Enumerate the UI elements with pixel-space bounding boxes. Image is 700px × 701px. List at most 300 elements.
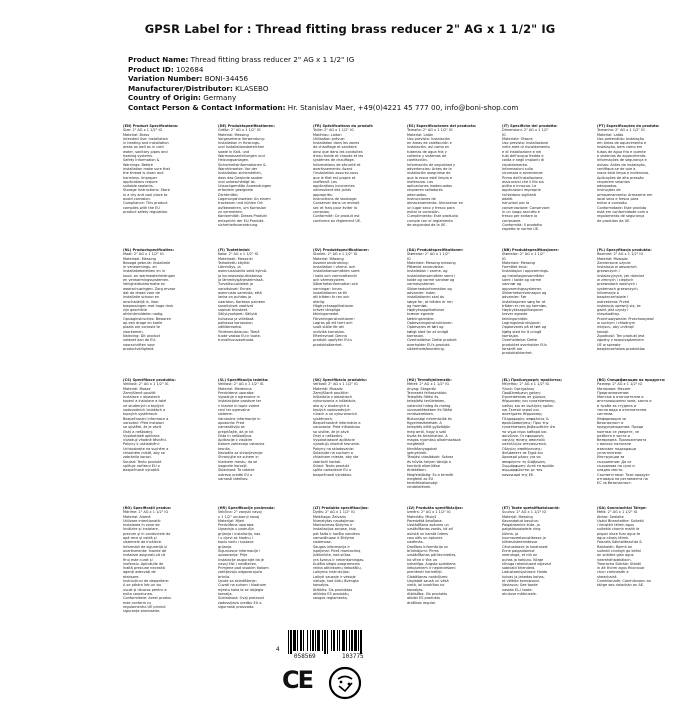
spec-section-line: δροσερό μέρος για να bbox=[502, 455, 541, 460]
spec-section-line: Efterlevnad: Denna bbox=[313, 333, 347, 338]
spec-section-line: advarsler: Før bbox=[502, 295, 527, 300]
spec-section-line: čista in neškodljiva. bbox=[218, 433, 253, 438]
spec-section-line: Materiale: Messing messing bbox=[407, 260, 456, 265]
spec-section-line: Atbilstība: Šis produkts bbox=[407, 591, 448, 596]
spec-section-line: UE w sprawie bbox=[597, 342, 621, 347]
spec-section-line: Монтаж в отоплителни и bbox=[597, 395, 644, 400]
spec-section-line: съхранява на сухо и bbox=[597, 463, 635, 468]
spec-section-line: varnosti izdelkov. bbox=[218, 476, 249, 481]
spec-section-line: og harmløs. bbox=[407, 303, 428, 308]
spec-section-line: Installation dans les zones bbox=[313, 141, 360, 146]
spec-section-line: Dimensioni: 2" AG x 1 1/2" bbox=[502, 128, 549, 133]
spec-section-line: Utilizare intenționată: bbox=[123, 518, 161, 523]
spec-section-line: Veiligheidsinformatie en bbox=[123, 282, 166, 287]
spec-section-line: το νήμα είναι καθαρό και bbox=[502, 429, 547, 434]
spec-section-line: uscat și răcoros pentru a bbox=[123, 587, 167, 592]
spec-section-line: Ohutusteave ja hoiatused: bbox=[502, 544, 549, 549]
spec-section-line: Tervezett felhasználás: bbox=[407, 390, 448, 395]
spec-section-line: sistemele de încălzire. bbox=[123, 540, 163, 545]
barcode-bar bbox=[300, 630, 302, 651]
spec-section-line: pulito e innocuo. Le bbox=[502, 184, 537, 189]
spec-section-line: inofensiv. Aplicațiile de bbox=[123, 561, 164, 566]
spec-section-line: avoid corrosion. bbox=[123, 197, 151, 202]
spec-section-line: Vysokotlakové aplikácie bbox=[313, 438, 355, 443]
spec-section-line: Högtrycksapplikationer bbox=[313, 303, 354, 308]
spec-section-line: korrosion. bbox=[407, 333, 425, 338]
spec-section-line: системи. bbox=[597, 412, 614, 417]
spec-section-line: applicazioni improprie bbox=[502, 188, 541, 193]
spec-section bbox=[597, 378, 687, 485]
spec-section-line: Aukšto slėgio programoms bbox=[313, 561, 360, 566]
spec-section-line: Biztonsági információk és bbox=[407, 416, 452, 421]
spec-section bbox=[313, 248, 403, 347]
spec-section-line: sowie in Kalt- und bbox=[218, 149, 250, 154]
spec-section-line: rosca está limpa e inofensiva. bbox=[597, 171, 650, 176]
spec-section-line: Installation i varme- og bbox=[407, 269, 448, 274]
spec-section-line: Größe: 2" AG x 1 1/2" IG bbox=[218, 128, 261, 133]
info-value: Hr. Stanislav Maer, +49(0)4221 45 777 00, info@boni-shop.com bbox=[287, 102, 519, 112]
spec-section-heading: (NL) Productspecificaties: bbox=[123, 248, 175, 252]
spec-section-line: с високо налягане bbox=[597, 442, 632, 447]
barcode-bar bbox=[349, 630, 350, 651]
spec-section-line: em áreas de aquecimento e bbox=[597, 141, 647, 146]
spec-section-line: Laikyti sausoje ir vėsioje bbox=[313, 574, 356, 579]
info-value: Germany bbox=[203, 93, 237, 103]
spec-section-line: adatti. bbox=[502, 197, 514, 202]
spec-section-line: vyžadujú vhodné tesnenie. bbox=[313, 442, 361, 447]
spec-section-line: Инструкции за bbox=[597, 455, 625, 460]
spec-section-line: Μέγεθος: 2" AG x 1 1/2" IG bbox=[502, 382, 550, 387]
spec-section-line: Uchovávejte na suchém a bbox=[123, 446, 169, 451]
barcode-bar bbox=[354, 630, 357, 651]
spec-section-line: está em conformidade com o bbox=[597, 209, 649, 214]
spec-section-line: υψηλής πίεσης απαιτούν bbox=[502, 438, 545, 443]
spec-section-line: caliente y sistemas de bbox=[407, 154, 447, 159]
spec-section-line: Yhdenmukaisuus: Tämä bbox=[218, 329, 260, 334]
spec-section-line: cumple con el reglamento bbox=[407, 218, 453, 223]
spec-section-line: voorschriften voor bbox=[123, 342, 155, 347]
spec-section bbox=[218, 506, 308, 609]
spec-section-line: külma- ja bbox=[502, 531, 519, 536]
spec-section-line: Säkerhetsinformation och bbox=[313, 282, 358, 287]
spec-section-line: korrosjon. bbox=[502, 333, 520, 338]
spec-section-line: este conform cu bbox=[123, 600, 152, 605]
spec-section-line: calefacción. bbox=[407, 158, 428, 163]
spec-section-heading: (FR) Spécifications du produit: bbox=[313, 124, 374, 128]
spec-section-line: Tárolási utasítások: Száraz bbox=[407, 455, 454, 460]
spec-section-line: välttämiseksi. bbox=[218, 325, 243, 330]
spec-section-heading: (NB) Produktspesifikasjoner: bbox=[502, 248, 559, 252]
spec-section-line: applications incorrectes bbox=[313, 184, 355, 189]
spec-section-line: Safety Information & bbox=[123, 158, 160, 163]
spec-section-line: installation make sure that bbox=[123, 166, 170, 171]
spec-section-line: Uzglabāt sausā un vēsā bbox=[407, 579, 449, 584]
spec-section-line: korozijas. bbox=[407, 587, 424, 592]
spec-section-line: Opbevaringsinstruktioner: bbox=[407, 321, 453, 326]
spec-section-line: Vgradnja v ogrevalne in bbox=[218, 395, 260, 400]
spec-section-line: zabránilo korozi. bbox=[123, 455, 152, 460]
spec-section-line: Rozmiar: 2" AG x 1 1/2" IG bbox=[597, 252, 644, 257]
spec-section-line: advertencias: Antes de la bbox=[407, 166, 452, 171]
spec-section-line: termékbiztonsági bbox=[407, 481, 438, 486]
spec-section-line: evitar la corrosión. bbox=[407, 209, 440, 214]
spec-section-line: sa uistite, že je závit bbox=[313, 429, 349, 434]
spec-section-line: adecuados. bbox=[407, 192, 428, 197]
spec-section-line: neamhdhíobhálach. bbox=[597, 557, 632, 562]
spec-section-line: Информация за bbox=[597, 416, 626, 421]
spec-section-line: asennusta varmista, että bbox=[218, 290, 262, 295]
spec-section-line: vietā, lai izvairītos no bbox=[407, 583, 445, 588]
spec-section-line: asennusalueilla sekä kylmä- bbox=[218, 269, 268, 274]
spec-section-line: Materiale: Ottone bbox=[502, 136, 533, 141]
spec-section-line: Inštalácia v oblastiach bbox=[313, 395, 352, 400]
spec-section bbox=[407, 506, 497, 605]
spec-section-line: Materjal: Messing bbox=[502, 514, 533, 519]
spec-section-line: Conformité: Ce produit est bbox=[313, 214, 360, 219]
spec-section-line: Material: Mässing bbox=[313, 256, 344, 261]
spec-section-line: yra švarus ir nekenksmingas. bbox=[313, 557, 365, 562]
spec-section-line: ve studených a teplých bbox=[123, 403, 164, 408]
spec-section-line: Čuvati na suhom i hladnom bbox=[218, 583, 267, 588]
spec-section-line: Méret: 2" AG x 1 1/2" IG bbox=[407, 382, 450, 387]
spec-section-line: ako aj v studených a bbox=[313, 403, 350, 408]
spec-section-line: sovellukset vaativat bbox=[218, 303, 254, 308]
spec-section-line: Material: Latón bbox=[407, 132, 434, 137]
spec-section-line: korozijos. bbox=[313, 583, 330, 588]
spec-section-line: tetningsmidler. bbox=[502, 316, 529, 321]
spec-section-line: the thread is clean and bbox=[123, 171, 164, 176]
spec-section-line: corrosion. bbox=[313, 209, 331, 214]
spec-section-line: Saugos informacija ir bbox=[313, 544, 350, 549]
spec-section-line: topení a instalace a také bbox=[123, 399, 167, 404]
spec-section-line: ja lämmitysjärjestelmissä. bbox=[218, 278, 264, 283]
spec-section-line: v hladne in tople vodne bbox=[218, 403, 260, 408]
spec-section-line: tesnila. bbox=[218, 446, 231, 451]
spec-section-line: atbilst ES produktu bbox=[407, 596, 441, 601]
spec-section-line: bezpečnosti výrobkov. bbox=[313, 472, 352, 477]
spec-section-line: x 1 1/2" unutarnji navoj bbox=[218, 514, 260, 519]
spec-section-line: vykurovania a inštalácie, bbox=[313, 399, 357, 404]
spec-section-line: upozorenja: Prije bbox=[218, 553, 248, 558]
spec-section-line: Istruzioni per la bbox=[502, 201, 530, 206]
barcode-bar bbox=[358, 630, 359, 651]
spec-section bbox=[502, 506, 592, 596]
barcode-bar bbox=[322, 630, 323, 651]
spec-section-line: in a dry and cool place to bbox=[123, 192, 168, 197]
spec-section-line: ja kuumavesiputkistoissa bbox=[218, 273, 263, 278]
spec-section-line: grijanja. bbox=[218, 544, 233, 549]
spec-section-line: Material: Brass bbox=[123, 132, 150, 137]
spec-section-line: Conformidade: Este produto bbox=[597, 205, 647, 210]
spec-section-line: prepričajte, da je nit bbox=[218, 429, 254, 434]
spec-section-line: предупреждения: Преди bbox=[597, 425, 644, 430]
spec-section-line: entspricht der EU-Produkt- bbox=[218, 218, 265, 223]
spec-section-line: instalacyjnych, jak również bbox=[597, 273, 645, 278]
spec-section-line: čistý a neškodný. bbox=[313, 433, 343, 438]
barcode-bar bbox=[333, 630, 335, 651]
spec-section-line: Sikkerhetsinformasjon og bbox=[502, 290, 547, 295]
spec-section-line: Material: Latão bbox=[597, 132, 624, 137]
spec-section-line: Installasjon i oppvarmings- bbox=[502, 269, 550, 274]
spec-section-line: Instalace v oblastech bbox=[123, 395, 161, 400]
spec-section-line: miejscu, aby uniknąć bbox=[597, 325, 634, 330]
spec-section-line: lanka on puhdas ja bbox=[218, 295, 252, 300]
barcode-bar bbox=[351, 630, 353, 651]
spec-section-line: Højtryksapplikationer bbox=[407, 308, 445, 313]
page-title: GPSR Label for : Thread fitting brass reducer 2" AG x 1 1/2" IG bbox=[144, 22, 556, 36]
spec-section-line: teplých vodovodných bbox=[313, 408, 351, 413]
spec-section-line: čistý a neškodný. bbox=[123, 429, 153, 434]
info-row-country bbox=[128, 93, 688, 103]
spec-section-line: Material: Medenina bbox=[218, 386, 252, 391]
spec-section-line: Sukladnost: Ovaj proizvod bbox=[218, 596, 264, 601]
spec-section-line: rõhuga rakendused vajavad bbox=[502, 561, 551, 566]
spec-section-heading: (DA) Produktspecifikationer: bbox=[407, 248, 464, 252]
spec-section bbox=[218, 378, 308, 481]
spec-section bbox=[123, 248, 213, 351]
spec-section-line: Installation i värme- och bbox=[313, 265, 356, 270]
info-row-variation-number bbox=[128, 74, 688, 84]
spec-section-line: изискват подходящи bbox=[597, 446, 636, 451]
spec-section-line: ακίνδυνο. Οι εφαρμογές bbox=[502, 433, 545, 438]
spec-section-line: installatiebereiken en in bbox=[123, 269, 166, 274]
spec-section-line: sigurnosti proizvoda. bbox=[218, 604, 255, 609]
spec-section-line: Oppbevares på et tørt og bbox=[502, 325, 547, 330]
spec-section-line: Drošības informācija un bbox=[407, 544, 449, 549]
spec-section-line: zadovoljava uredbu EU o bbox=[218, 600, 262, 605]
spec-section-line: fresco per evitare la bbox=[502, 214, 538, 219]
spec-section-line: Uso previsto: Instalación bbox=[407, 136, 451, 141]
spec-section-line: Izmērs: 2" AG x 1 1/2" IG bbox=[407, 510, 451, 515]
spec-section-line: Materiāls: Misiņš bbox=[407, 514, 437, 519]
spec-section-line: uzstādīšanas zonās, kā arī bbox=[407, 527, 454, 532]
spec-section-line: aufbewahren, um Korrosion bbox=[218, 205, 267, 210]
barcode-bar bbox=[312, 630, 314, 651]
spec-section-line: korrózió elkerülése bbox=[407, 463, 440, 468]
spec-section-line: vannrør og bbox=[502, 282, 522, 287]
spec-section-line: ostrzeżenia: Przed bbox=[597, 299, 630, 304]
spec-section-line: Instruções de bbox=[597, 188, 621, 193]
info-label: Manufacturer/Distributor: bbox=[128, 83, 233, 93]
spec-section-line: an snáithe glan agus bbox=[597, 553, 634, 558]
spec-section-line: megfelel az EU bbox=[407, 476, 434, 481]
spec-section-line: erfordern geeignete bbox=[218, 188, 254, 193]
spec-section-line: applications require bbox=[123, 179, 158, 184]
spec-section-line: vyžadují vhodné těsnění. bbox=[123, 438, 167, 443]
spec-section bbox=[218, 248, 308, 343]
spec-section-line: tlakom zahtevajo ustrezna bbox=[218, 442, 265, 447]
barcode-bar bbox=[337, 630, 338, 651]
spec-section-line: Shranjujte na suhem in bbox=[218, 455, 259, 460]
spec-section-line: Ugradnja u područja bbox=[218, 527, 254, 532]
spec-section-line: Beoogd gebruik: Installatie bbox=[123, 260, 171, 265]
info-label: Variation Number: bbox=[128, 74, 203, 84]
spec-section-heading: (CS) Specifikace produktu: bbox=[123, 378, 176, 382]
spec-section-line: Ábhar: Sealaite bbox=[597, 514, 624, 519]
spec-section-line: samt i kalde og varme bbox=[502, 278, 542, 283]
spec-section-line: Velikost: 2" AG x 1 1/2" IG bbox=[218, 382, 264, 387]
spec-section-line: in heating and installation bbox=[123, 141, 169, 146]
spec-section-line: korozji. bbox=[597, 329, 610, 334]
spec-section-line: és hűvös helyen tárolja a bbox=[407, 459, 451, 464]
spec-section-line: Prima dell'installazione, bbox=[502, 175, 544, 180]
barcode-group-2: 103775 bbox=[342, 653, 364, 660]
spec-section-line: Información de seguridad y bbox=[407, 162, 456, 167]
spec-section-line: Rabhaidh: Roimh an bbox=[597, 544, 633, 549]
spec-section-line: A se păstra într-un loc bbox=[123, 583, 162, 588]
spec-section-line: Material: Messing bbox=[218, 132, 249, 137]
spec-section-line: instalación asegúrese de bbox=[407, 171, 451, 176]
spec-section-line: Utilisation prévue: bbox=[313, 136, 345, 141]
spec-section-line: afdichtmiddelen nodig. bbox=[123, 312, 164, 317]
spec-section-line: lietojumiem ir nepieciešami bbox=[407, 566, 456, 571]
spec-section-line: complies with the EU bbox=[123, 205, 160, 210]
spec-section-line: corrosione. bbox=[502, 218, 522, 223]
spec-section-line: saugos reglamentą. bbox=[313, 596, 348, 601]
spec-section-line: kuumaveetorustikesse ja bbox=[502, 536, 546, 541]
info-value: Thread fitting brass reducer 2" AG x 1 1/2" IG bbox=[190, 55, 355, 64]
spec-section-line: Informations de sécurité et bbox=[313, 162, 361, 167]
spec-section-line: kuivassa ja viileässä bbox=[218, 316, 254, 321]
spec-section-heading: (DE) Produktspezifikationen: bbox=[218, 124, 275, 128]
spec-section-line: veenduge, et niit on bbox=[502, 553, 538, 558]
spec-section-line: Uso previsto: Installazione bbox=[502, 141, 549, 146]
spec-section-line: Mărime: 2" AG x 1 1/2" IG bbox=[123, 510, 169, 515]
spec-section-line: Instalarea în zone de bbox=[123, 523, 160, 528]
spec-section-line: Primjene pod visokim tlakom bbox=[218, 566, 269, 571]
spec-section-line: i u cijevi za hladnu i bbox=[218, 536, 253, 541]
spec-section-line: înaltă presiune necesită bbox=[123, 566, 165, 571]
spec-section-line: instalação, bem como em bbox=[597, 145, 643, 150]
spec-section-line: įspėjimai: Prieš montavimą bbox=[313, 548, 361, 553]
spec-section-line: Skladnost: Ta izdelek bbox=[218, 468, 255, 473]
spec-section-line: Materijal: Mjed bbox=[218, 518, 244, 523]
spec-section-line: Materiał: Mosiądz bbox=[597, 256, 628, 261]
spec-section-line: agus córais téimh. bbox=[597, 536, 630, 541]
barcode-bar bbox=[317, 630, 320, 651]
spec-section-line: vaaraton. Korkean paineen bbox=[218, 299, 266, 304]
barcode-bar bbox=[339, 630, 340, 651]
spec-section-line: in verwarmings- en bbox=[123, 265, 157, 270]
spec-section-line: installasjonen sørg for at bbox=[502, 299, 546, 304]
no-disposal-icon bbox=[327, 665, 363, 701]
spec-section-line: de produtos da UE. bbox=[597, 218, 631, 223]
spec-section-line: conservazione: Conservare bbox=[502, 205, 550, 210]
spec-section-line: Conserver dans un endroit bbox=[313, 201, 360, 206]
spec-section-line: Εγκατάσταση σε χώρους bbox=[502, 395, 546, 400]
spec-section-line: varovania: Pred inštaláciou bbox=[313, 425, 361, 430]
spec-section-line: splňuje nařízení EU o bbox=[123, 463, 160, 468]
spec-section-line: installationsområden samt bbox=[313, 269, 360, 274]
spec-section-line: rendszerekben. bbox=[407, 412, 435, 417]
info-value: BONI-34456 bbox=[204, 74, 249, 84]
barcode-bar bbox=[297, 630, 298, 651]
spec-section-line: táirge seo rialachán an AE. bbox=[597, 583, 645, 588]
spec-section-line: Konformität: Dieses Produkt bbox=[218, 214, 267, 219]
spec-section-line: installationen skal du bbox=[407, 295, 445, 300]
spec-section-line: aukstā un karstā ūdens bbox=[407, 531, 449, 536]
spec-section-heading: (EN) Product Specifications: bbox=[123, 124, 179, 128]
spec-section-line: sopivat tiivisteet. bbox=[218, 308, 249, 313]
spec-section-line: bezpečnosti výrobků. bbox=[123, 468, 161, 473]
spec-section-line: instalacije osigurajte da je bbox=[218, 557, 264, 562]
spec-section-line: érdekében. bbox=[407, 468, 427, 473]
spec-section-line: инсталационни зони, както и bbox=[597, 399, 652, 404]
spec-section-line: overholder EU's produkt- bbox=[407, 342, 451, 347]
spec-section-line: Zgodność: Ten produkt jest bbox=[597, 333, 645, 338]
spec-section-line: Förvaringsinstruktioner: bbox=[313, 316, 355, 321]
spec-section-line: Size: 2" AG x 1 1/2" IG bbox=[123, 128, 163, 133]
spec-section-line: almacenamiento: Almacenar en bbox=[407, 201, 463, 206]
spec-section-line: et vältida korrosiooni. bbox=[502, 579, 540, 584]
spec-section-line: Dichtmittel. bbox=[218, 192, 239, 197]
spec-section-line: Zamýšľané použitie: bbox=[313, 390, 349, 395]
barcode-bar bbox=[290, 630, 292, 654]
spec-section bbox=[313, 506, 403, 601]
info-row-contact bbox=[128, 103, 688, 113]
spec-section-line: Navodila za shranjevanje: bbox=[218, 451, 264, 456]
spec-section-line: de seguridad de la UE. bbox=[407, 222, 447, 227]
spec-section-line: topných systémech. bbox=[123, 412, 159, 417]
spec-section-line: przewodach wodnych i bbox=[597, 282, 638, 287]
spec-section-line: kräver lämpliga bbox=[313, 308, 341, 313]
spec-section-line: και ζεστού νερού και bbox=[502, 408, 539, 413]
spec-section-heading: (HR) Specifikacije proizvoda: bbox=[218, 506, 275, 510]
spec-section-line: sisteme. bbox=[218, 412, 233, 417]
spec-section-line: Overholdelse: Dette bbox=[502, 338, 538, 343]
spec-section-line: un lugar seco y fresco para bbox=[407, 205, 455, 210]
spec-section-line: Velikost: 2" AG x 1 1/2" IG bbox=[123, 382, 169, 387]
spec-section-line: chun creimeadh a bbox=[597, 570, 629, 575]
spec-section-line: sicherheitsverordnung. bbox=[218, 222, 259, 227]
spec-section-line: installationen se till bbox=[313, 290, 348, 295]
spec-section-line: rendeletének. bbox=[407, 485, 432, 490]
spec-section-line: que le filet est propre et bbox=[313, 175, 356, 180]
spec-section-line: korozija. bbox=[218, 591, 233, 596]
spec-section-line: εγκατάσταση βεβαιωθείτε ότι bbox=[502, 425, 556, 430]
spec-section-line: instaliacijos zonose, taip bbox=[313, 527, 356, 532]
spec-section-line: suiteáil cinntigh go bhfuil bbox=[597, 548, 642, 553]
barcode-bar bbox=[307, 630, 308, 651]
spec-section-line: zijn geschikte bbox=[123, 308, 147, 313]
spec-section-line: Paigaldamine küte- ja bbox=[502, 523, 540, 528]
spec-section-line: в тръби за студена и bbox=[597, 403, 637, 408]
spec-section-line: Материал: Месинг bbox=[597, 386, 632, 391]
spec-section-line: ustreza uredbi EU o bbox=[218, 472, 253, 477]
barcode-bars bbox=[288, 630, 384, 652]
spec-section-line: Conformità: Il prodotto bbox=[502, 222, 542, 227]
spec-section-line: og installasjonsområder bbox=[502, 273, 545, 278]
spec-section-line: w suchym i chłodnym bbox=[597, 321, 636, 326]
spec-section bbox=[313, 378, 403, 477]
spec-section bbox=[597, 248, 687, 351]
spec-section-line: Treoracha Stórála: Stóráil bbox=[597, 561, 642, 566]
spec-section-line: резбата е чиста и bbox=[597, 433, 630, 438]
spec-section-line: nelle aree di riscaldamento bbox=[502, 145, 550, 150]
spec-section-line: waarschuwingen: Zorg ervoor bbox=[123, 286, 176, 291]
spec-section-line: Matériau: Laiton bbox=[313, 132, 342, 137]
product-info-block bbox=[128, 55, 688, 113]
spec-section-line: Tamaño: 2" AG x 1 1/2" IG bbox=[407, 128, 453, 133]
spec-section-line: certifique-se de que a bbox=[597, 166, 636, 171]
barcode-bar bbox=[324, 630, 326, 654]
spec-section-line: Installation in Heizungs- bbox=[218, 141, 261, 146]
spec-section-line: Pokyny k uskladnění: bbox=[123, 442, 160, 447]
spec-section-line: Påtænkt anvendelse: bbox=[407, 265, 444, 270]
spec-section-line: Bezpečnostné informácie a bbox=[313, 420, 361, 425]
spec-section-line: Material: Alamă bbox=[123, 514, 151, 519]
spec-section-heading: (BG) Спецификации на продукта: bbox=[597, 378, 666, 382]
